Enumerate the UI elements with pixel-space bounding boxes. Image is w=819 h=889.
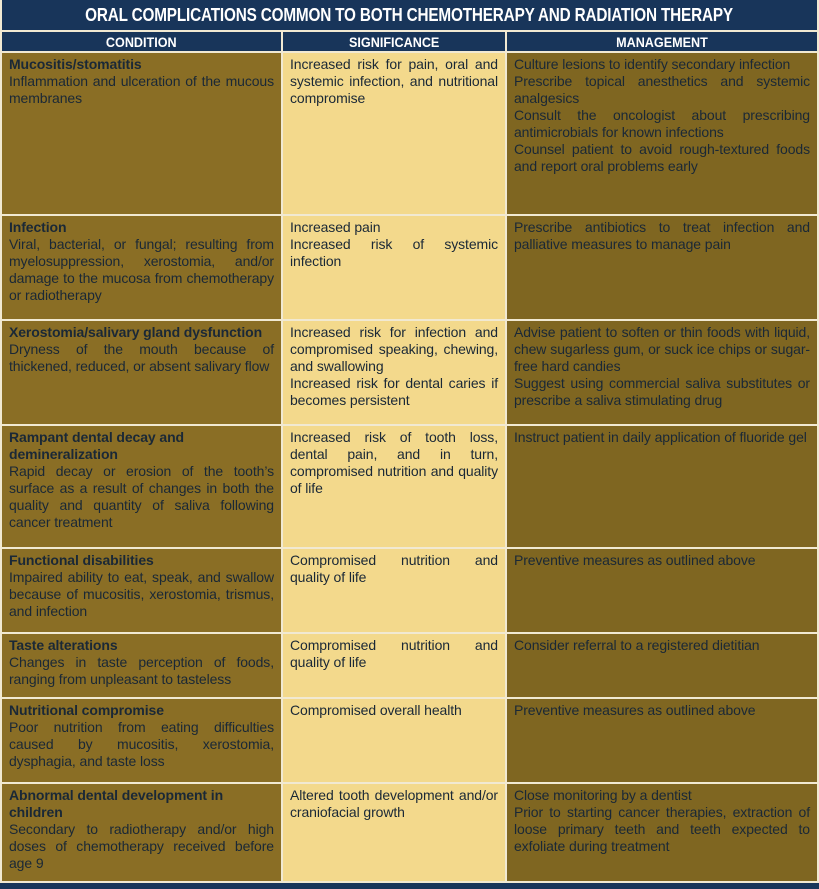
significance-item: Compromised nutrition and quality of life xyxy=(290,637,498,671)
column-header-significance xyxy=(283,32,505,51)
condition-desc: Viral, bacterial, or fungal; resulting from myelosuppression, xerostomia, and/or damage to the mucosa from chemotherapy or radiotherapy xyxy=(9,236,274,304)
management-item: Prior to starting cancer therapies, extraction of loose primary teeth and teeth expected to exfoliate during treatment xyxy=(514,804,810,855)
column-header-condition xyxy=(2,32,281,51)
management-item: Prescribe topical anesthetics and systemic analgesics xyxy=(514,73,810,107)
significance-cell xyxy=(283,53,505,214)
condition-title: Nutritional compromise xyxy=(9,702,164,718)
significance-item: Compromised nutrition and quality of life xyxy=(290,552,498,586)
condition-title: Mucositis/stomatitis xyxy=(9,56,142,72)
significance-item: Increased pain xyxy=(290,219,381,235)
management-cell xyxy=(507,426,817,547)
management-item: Preventive measures as outlined above xyxy=(514,702,756,718)
condition-cell xyxy=(2,549,281,632)
management-cell xyxy=(507,216,817,319)
condition-cell xyxy=(2,784,281,881)
table-bottom-border xyxy=(0,883,819,889)
significance-cell xyxy=(283,426,505,547)
significance-cell xyxy=(283,634,505,697)
table-title-bar xyxy=(2,0,817,30)
condition-desc: Inflammation and ulceration of the mucous membranes xyxy=(9,73,274,107)
condition-title: Infection xyxy=(9,219,67,235)
condition-desc: Changes in taste perception of foods, ranging from unpleasant to tasteless xyxy=(9,654,274,688)
condition-cell xyxy=(2,634,281,697)
significance-item: Increased risk of tooth loss, dental pain, and in turn, compromised nutrition and quality of life xyxy=(290,429,498,497)
significance-item: Altered tooth development and/or craniofacial growth xyxy=(290,787,498,821)
significance-cell xyxy=(283,784,505,881)
management-cell xyxy=(507,784,817,881)
significance-item: Increased risk for infection and compromised speaking, chewing, and swallowing xyxy=(290,324,498,375)
condition-title: Xerostomia/salivary gland dysfunction xyxy=(9,324,263,340)
condition-cell xyxy=(2,426,281,547)
significance-cell xyxy=(283,321,505,424)
condition-desc: Poor nutrition from eating difficulties caused by mucositis, xerostomia, dysphagia, and taste loss xyxy=(9,719,274,770)
condition-title: Rampant dental decay and demineralization xyxy=(9,429,184,463)
management-item: Counsel patient to avoid rough-textured foods and report oral problems early xyxy=(514,141,810,175)
management-item: Consider referral to a registered dietitian xyxy=(514,637,760,653)
condition-cell xyxy=(2,321,281,424)
column-header-management-label: MANAGEMENT xyxy=(616,33,708,50)
column-header-significance-label: SIGNIFICANCE xyxy=(348,33,440,50)
management-item: Culture lesions to identify secondary infection xyxy=(514,56,791,72)
condition-desc: Rapid decay or erosion of the tooth’s surface as a result of changes in both the quality and quantity of saliva following cancer treatment xyxy=(9,463,274,531)
significance-item: Increased risk for pain, oral and systemic infection, and nutritional compromise xyxy=(290,56,498,107)
management-item: Consult the oncologist about prescribing antimicrobials for known infections xyxy=(514,107,810,141)
condition-desc: Secondary to radiotherapy and/or high doses of chemotherapy received before age 9 xyxy=(9,821,274,872)
management-cell xyxy=(507,321,817,424)
significance-item: Increased risk for dental caries if becomes persistent xyxy=(290,375,498,409)
management-cell xyxy=(507,53,817,214)
condition-title: Taste alterations xyxy=(9,637,118,653)
management-cell xyxy=(507,634,817,697)
management-cell xyxy=(507,549,817,632)
management-item: Prescribe antibiotics to treat infection and palliative measures to manage pain xyxy=(514,219,810,253)
management-item: Close monitoring by a dentist xyxy=(514,787,692,803)
condition-cell xyxy=(2,53,281,214)
column-header-management xyxy=(507,32,817,51)
management-item: Preventive measures as outlined above xyxy=(514,552,756,568)
management-cell xyxy=(507,699,817,782)
condition-desc: Dryness of the mouth because of thickened, reduced, or absent salivary flow xyxy=(9,341,274,375)
column-header-condition-label: CONDITION xyxy=(106,33,177,50)
condition-title: Abnormal dental development in children xyxy=(9,787,224,821)
condition-title: Functional disabilities xyxy=(9,552,154,568)
condition-cell xyxy=(2,699,281,782)
significance-cell xyxy=(283,216,505,319)
significance-cell xyxy=(283,699,505,782)
significance-cell xyxy=(283,549,505,632)
table-title: ORAL COMPLICATIONS COMMON TO BOTH CHEMOTHERAPY AND RADIATION THERAPY xyxy=(85,4,734,25)
management-item: Suggest using commercial saliva substitutes or prescribe a saliva stimulating drug xyxy=(514,375,810,409)
management-item: Advise patient to soften or thin foods with liquid, chew sugarless gum, or suck ice chips or sugar-free hard candies xyxy=(514,324,810,375)
condition-desc: Impaired ability to eat, speak, and swallow because of mucositis, xerostomia, trismus, and infection xyxy=(9,569,274,620)
condition-cell xyxy=(2,216,281,319)
management-item: Instruct patient in daily application of fluoride gel xyxy=(514,429,807,445)
significance-item: Increased risk of systemic infection xyxy=(290,236,498,270)
significance-item: Compromised overall health xyxy=(290,702,462,718)
